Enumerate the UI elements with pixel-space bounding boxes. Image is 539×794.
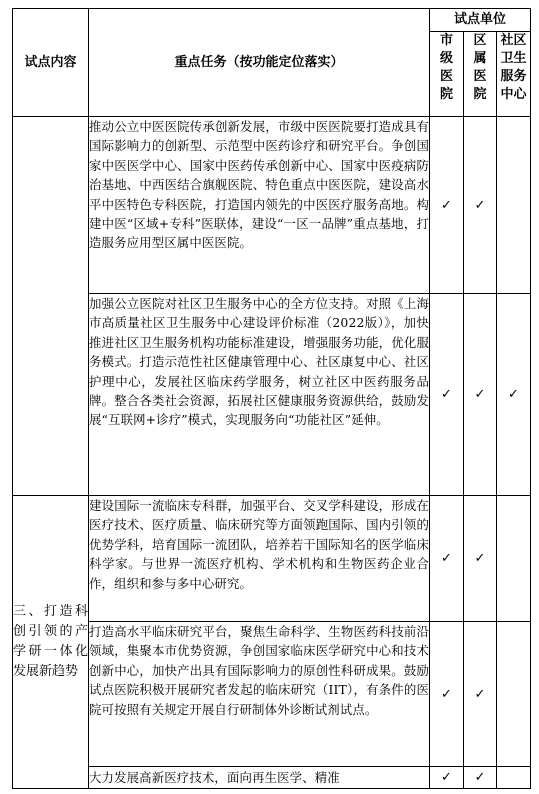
check-cell-city <box>430 622 464 767</box>
check-cell-city <box>430 767 464 789</box>
check-mark-icon: ✓ <box>474 197 486 213</box>
check-cell-community <box>497 117 531 294</box>
task-cell: 大力发展高新医疗技术，面向再生医学、精准 <box>89 767 430 789</box>
table-row <box>13 767 531 789</box>
header-community-cell <box>497 32 531 117</box>
table-row <box>13 622 531 767</box>
check-cell-city <box>430 117 464 294</box>
check-cell-district <box>464 117 497 294</box>
header-units-cell <box>430 9 531 32</box>
check-cell-community <box>497 294 531 496</box>
task-cell: 建设国际一流临床专科群，加强平台、交叉学科建设，形成在医疗技术、医疗质量、临床研究等方面领跑国际、国内引领的优势学科，培育国际一流团队，培养若干国际知名的医学临床科学家。与世界一流医疗机构、学术机构和生物医药企业合作，组织和参与多中心研究。 <box>89 496 430 622</box>
header-community-label: 社区卫生服务中心 <box>500 33 527 102</box>
header-content-label: 试点内容 <box>24 54 77 70</box>
task-table-page <box>12 8 530 789</box>
task-cell: 打造高水平临床研究平台，聚焦生命科学、生物医药科技前沿领域，集聚本市优势资源，争创国家临床医学研究中心和技术创新中心，加快产出具有国际影响力的原创性科研成果。鼓励试点医院积极开展研究者发起的临床研究（IIT），有条件的医院可按照有关规定开展自行研制体外诊断试剂试点。 <box>89 622 430 767</box>
pilot-task-table <box>12 8 531 789</box>
header-units-label: 试点单位 <box>453 12 506 27</box>
check-mark-icon: ✓ <box>508 387 519 402</box>
check-mark-icon: ✓ <box>474 770 486 785</box>
content-cell-empty <box>13 117 89 496</box>
task-cell: 推动公立中医医院传承创新发展，市级中医医院要打造成具有国际影响力的创新型、示范型中医药诊疗和研究平台。争创国家中医医学中心、国家中医药传承创新中心、国家中医疫病防治基地、中西医结合旗舰医院、特色重点中医医院，建设高水平中医特色专科医院，打造国内领先的中医医疗服务高地。构建中医“区域+专科”医联体，建设“一区一品牌”重点基地，打造服务应用型区属中医医院。 <box>89 117 430 294</box>
section3-content-label: 三、打造科创引领的产学研一体化发展新趋势 <box>13 604 88 679</box>
table-row <box>13 496 531 622</box>
check-mark-icon: ✓ <box>441 551 452 566</box>
check-mark-icon: ✓ <box>474 686 486 702</box>
section3-content-cell <box>13 496 89 789</box>
header-row-1 <box>13 9 531 32</box>
check-cell-community <box>497 622 531 767</box>
check-mark-icon: ✓ <box>441 770 452 785</box>
check-cell-community <box>497 767 531 789</box>
check-mark-icon: ✓ <box>474 387 486 402</box>
check-cell-city <box>430 496 464 622</box>
header-task-cell <box>89 9 430 117</box>
table-row <box>13 117 531 294</box>
header-district-cell <box>464 32 497 117</box>
check-cell-city <box>430 294 464 496</box>
check-cell-district <box>464 294 497 496</box>
check-cell-district <box>464 622 497 767</box>
header-district-label: 区属医院 <box>473 33 487 102</box>
header-city-label: 市级医院 <box>440 33 454 102</box>
header-city-cell <box>430 32 464 117</box>
task-cell: 加强公立医院对社区卫生服务中心的全方位支持。对照《上海市高质量社区卫生服务中心建设评价标准（2022版）》，加快推进社区卫生服务机构功能标准建设，增强服务功能，优化服务模式。打造示范性社区健康管理中心、社区康复中心、社区护理中心，发展社区临床药学服务，树立社区中医药服务品牌。整合各类社会资源，拓展社区健康服务资源供给，鼓励发展“互联网+诊疗”模式，实现服务向“功能社区”延伸。 <box>89 294 430 496</box>
header-task-label: 重点任务（按功能定位落实） <box>174 54 344 70</box>
check-mark-icon: ✓ <box>441 387 452 402</box>
header-content-cell <box>13 9 89 117</box>
check-cell-district <box>464 767 497 789</box>
check-mark-icon: ✓ <box>441 197 452 213</box>
check-mark-icon: ✓ <box>474 551 486 566</box>
table-row <box>13 294 531 496</box>
check-mark-icon: ✓ <box>441 686 452 702</box>
check-cell-community <box>497 496 531 622</box>
check-cell-district <box>464 496 497 622</box>
